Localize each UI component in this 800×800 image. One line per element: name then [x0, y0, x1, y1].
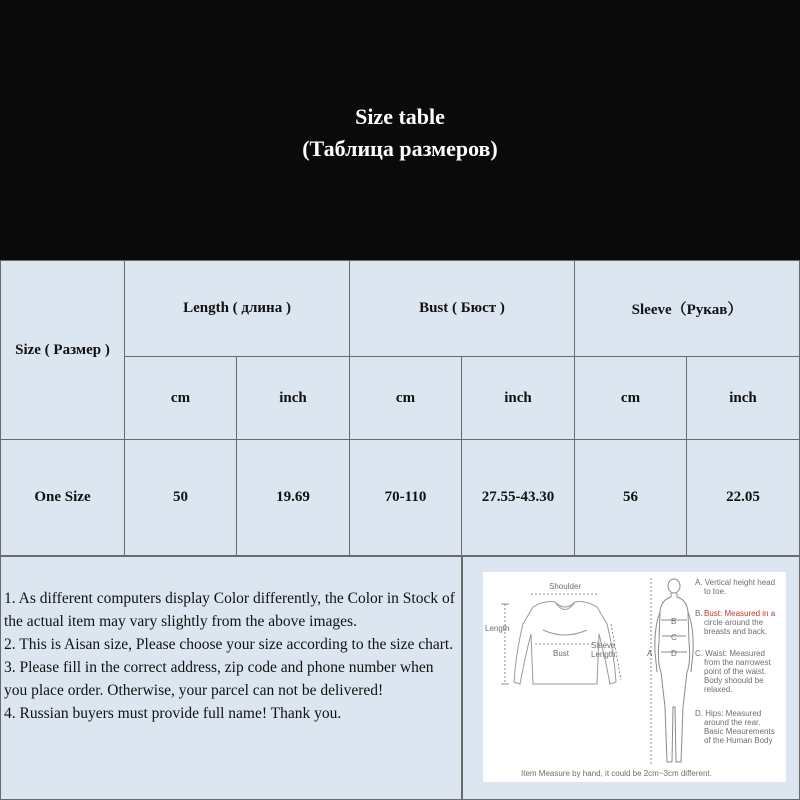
measurement-diagram	[483, 572, 786, 782]
title-russian: (Таблица размеров)	[302, 136, 498, 161]
figure-footer: Item Measure by hand, it could be 2cm~3cm different.	[521, 769, 712, 778]
legend-d-line4: of the Human Body	[704, 736, 773, 745]
note-4: 4. Russian buyers must provide full name! Thank you.	[4, 705, 342, 722]
size-header-cell: Size ( Размер )	[0, 260, 125, 440]
measurement-figure	[483, 572, 786, 782]
sleeve-label-2: Length	[591, 650, 616, 659]
marker-a: A	[647, 649, 653, 658]
length-label: Length	[485, 624, 510, 633]
title-banner	[0, 0, 800, 260]
size-table	[0, 260, 800, 556]
value-sleeve-cm: 56	[574, 439, 687, 556]
marker-d: D	[671, 649, 677, 658]
shoulder-label: Shoulder	[549, 582, 582, 591]
legend-c-line5: relaxed.	[704, 685, 733, 694]
unit-cell-bust-cm: cm	[349, 356, 462, 440]
dimension-lines	[501, 594, 621, 684]
unit-cell-length-inch: inch	[236, 356, 350, 440]
body-illustration	[651, 578, 693, 764]
sleeve-header-cell: Sleeve（Рукав）	[574, 260, 800, 357]
note-3: 3. Please fill in the correct address, zip code and phone number when you place order. Otherwise, your parcel can not be delivered!	[4, 659, 434, 699]
unit-cell-bust-inch: inch	[461, 356, 575, 440]
legend-b-line1: Bust: Measured in a	[704, 609, 776, 618]
title-english: Size table	[355, 104, 445, 129]
marker-c: C	[671, 633, 677, 642]
bust-header-cell: Bust ( Бюст )	[349, 260, 575, 357]
unit-cell-sleeve-cm: cm	[574, 356, 687, 440]
unit-cell-sleeve-inch: inch	[686, 356, 800, 440]
note-2: 2. This is Aisan size, Please choose your size according to the size chart.	[4, 636, 454, 653]
value-length-inch: 19.69	[236, 439, 350, 556]
legend-b-line3: breasts and back.	[704, 627, 768, 636]
row-size-cell: One Size	[0, 439, 125, 556]
legend-c-line3: point of the waist.	[704, 667, 767, 676]
bust-label: Bust	[553, 649, 570, 658]
legend-b-marker: B.	[695, 609, 703, 618]
notes-panel	[0, 556, 462, 800]
unit-cell-length-cm: cm	[124, 356, 237, 440]
value-sleeve-inch: 22.05	[686, 439, 800, 556]
value-bust-cm: 70-110	[349, 439, 462, 556]
legend-d-line1: D. Hips: Measured	[695, 709, 762, 718]
legend-c-line2: from the narrowest	[704, 658, 771, 667]
length-header-cell: Length ( длина )	[124, 260, 350, 357]
legend-b-line2: circle around the	[704, 618, 764, 627]
note-1: 1. As different computers display Color differently, the Color in Stock of the actual item may vary slightly from the above images.	[4, 590, 455, 630]
value-bust-inch: 27.55-43.30	[461, 439, 575, 556]
value-length-cm: 50	[124, 439, 237, 556]
legend-a-line1: A. Vertical height head	[695, 578, 776, 587]
legend-d-line3: Basic Meaurements	[704, 727, 775, 736]
legend-c-line4: Body shoould be	[704, 676, 764, 685]
marker-b: B	[671, 617, 677, 626]
measurement-figure-panel	[462, 556, 800, 800]
legend-c-line1: C. Waist: Measured	[695, 649, 765, 658]
legend-a-line2: to toe.	[704, 587, 727, 596]
sleeve-label-1: Sleeve	[591, 641, 616, 650]
legend-d-line2: around the rear.	[704, 718, 761, 727]
